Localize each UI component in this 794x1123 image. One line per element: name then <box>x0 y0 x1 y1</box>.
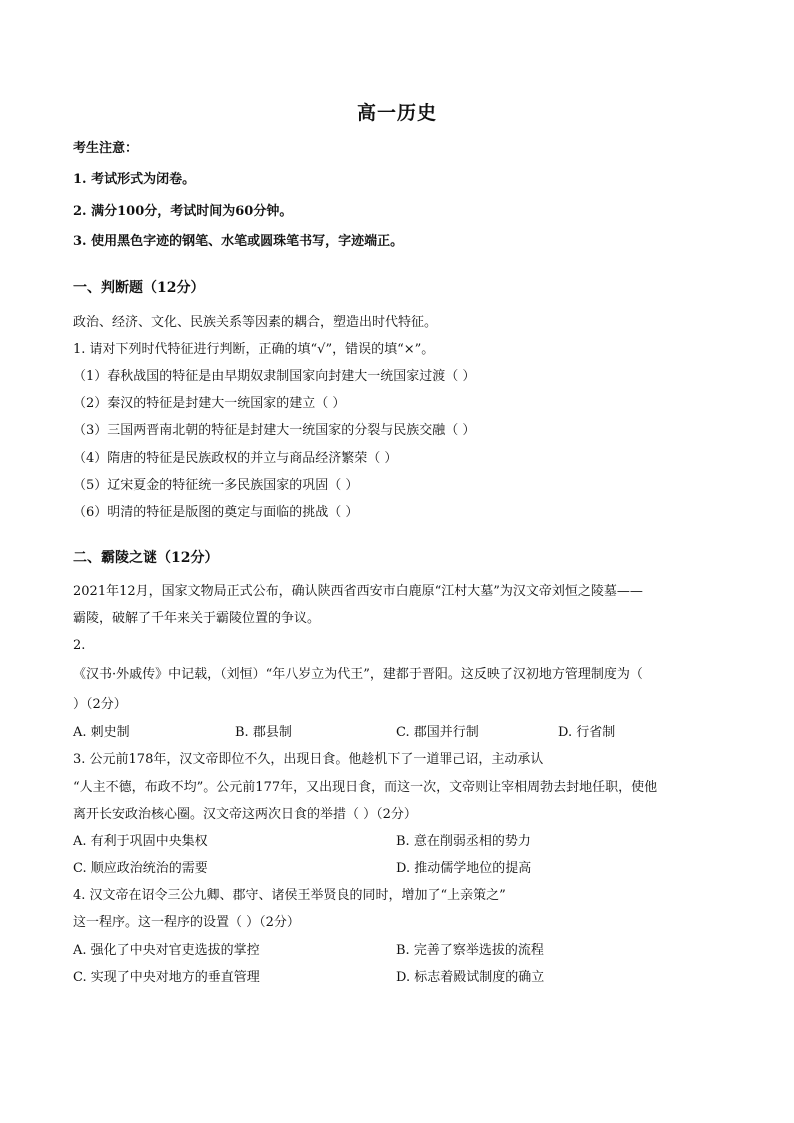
question-3-option-d: D. 推动儒学地位的提高 <box>396 861 532 876</box>
section1-intro: 政治、经济、文化、民族关系等因素的耦合，塑造出时代特征。 <box>73 315 438 330</box>
question-3-stem-line2: “人主不德，布政不均”。公元前177年，又出现日食，而这一次，文帝则让宰相周勃去封地任职，使他 <box>73 780 658 795</box>
section1-heading: 一、判断题（12分） <box>73 280 205 296</box>
question-2-stem-line1: 《汉书·外戚传》中记载，（刘恒）“年八岁立为代王”，建都于晋阳。这反映了汉初地方管理制度为（ <box>73 667 643 682</box>
question-2-stem-line2: ）（2分） <box>73 697 127 712</box>
question-4-option-c: C. 实现了中央对地方的垂直管理 <box>73 970 260 985</box>
question-2-option-a: A. 刺史制 <box>73 725 130 740</box>
judgement-item-3: （3）三国两晋南北朝的特征是封建大一统国家的分裂与民族交融（ ） <box>73 423 476 438</box>
judgement-item-2: （2）秦汉的特征是封建大一统国家的建立（ ） <box>73 396 346 411</box>
question-1-stem: 1. 请对下列时代特征进行判断，正确的填“√”，错误的填“×”。 <box>73 342 435 357</box>
question-3-stem-line3: 离开长安政治核心圈。汉文帝这两次日食的举措（ ）（2分） <box>73 807 417 822</box>
notice-heading: 考生注意： <box>73 141 139 156</box>
question-2-option-d: D. 行省制 <box>558 725 616 740</box>
section2-intro-line2: 霸陵，破解了千年来关于霸陵位置的争议。 <box>73 611 321 626</box>
section2-heading: 二、霸陵之谜（12分） <box>73 550 219 566</box>
notice-item-1: 1. 考试形式为闭卷。 <box>73 172 196 187</box>
question-3-option-c: C. 顺应政治统治的需要 <box>73 861 208 876</box>
judgement-item-1: （1）春秋战国的特征是由早期奴隶制国家向封建大一统国家过渡（ ） <box>73 369 476 384</box>
question-3-option-a: A. 有利于巩固中央集权 <box>73 834 208 849</box>
question-4-option-a: A. 强化了中央对官吏选拔的掌控 <box>73 943 260 958</box>
question-2-number: 2. <box>73 638 86 653</box>
question-2-option-c: C. 郡国并行制 <box>396 725 479 740</box>
question-2-option-b: B. 郡县制 <box>235 725 292 740</box>
question-4-stem-line2: 这一程序。这一程序的设置（ ）（2分） <box>73 915 300 930</box>
notice-item-3: 3. 使用黑色字迹的钢笔、水笔或圆珠笔书写，字迹端正。 <box>73 234 404 249</box>
section2-intro-line1: 2021年12月，国家文物局正式公布，确认陕西省西安市白鹿原“江村大墓”为汉文帝刘恒之陵墓—— <box>73 584 643 599</box>
question-3-stem-line1: 3. 公元前178年，汉文帝即位不久，出现日食。他趁机下了一道罪己诏，主动承认 <box>73 752 544 767</box>
judgement-item-6: （6）明清的特征是版图的奠定与面临的挑战（ ） <box>73 505 359 520</box>
notice-item-2: 2. 满分100分，考试时间为60分钟。 <box>73 204 293 219</box>
judgement-item-4: （4）隋唐的特征是民族政权的并立与商品经济繁荣（ ） <box>73 451 398 466</box>
page-title: 高一历史 <box>356 102 437 124</box>
question-4-stem-line1: 4. 汉文帝在诏令三公九卿、郡守、诸侯王举贤良的同时，增加了“上亲策之” <box>73 888 506 903</box>
judgement-item-5: （5）辽宋夏金的特征统一多民族国家的巩固（ ） <box>73 478 359 493</box>
question-4-option-b: B. 完善了察举选拔的流程 <box>396 943 544 958</box>
question-3-option-b: B. 意在削弱丞相的势力 <box>396 834 531 849</box>
question-4-option-d: D. 标志着殿试制度的确立 <box>396 970 545 985</box>
